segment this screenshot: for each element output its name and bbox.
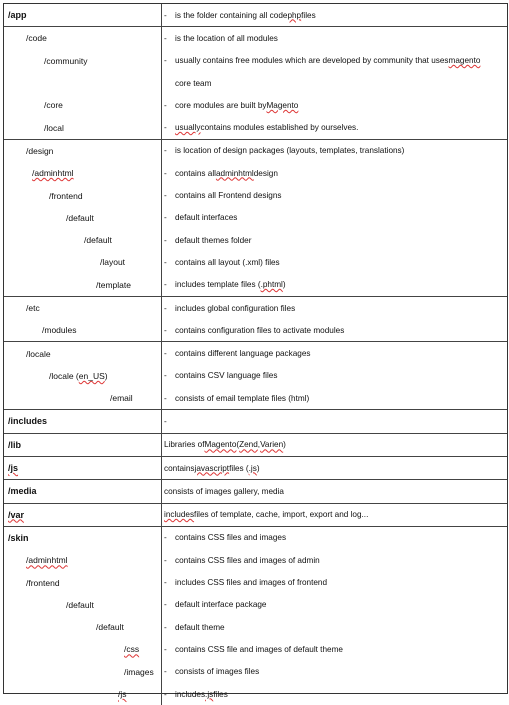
folder-description bbox=[164, 94, 505, 116]
table-row bbox=[4, 638, 507, 660]
folder-description bbox=[164, 342, 505, 364]
description-text: contains all Frontend designs bbox=[175, 191, 282, 201]
bullet-dash: - bbox=[164, 349, 167, 359]
bullet-dash: - bbox=[164, 257, 167, 267]
folder-path-text: /code bbox=[26, 33, 47, 44]
bullet-dash: - bbox=[164, 371, 167, 381]
folder-path-text: /js bbox=[118, 689, 127, 700]
description-text: , bbox=[257, 440, 261, 450]
folder-description bbox=[164, 504, 505, 526]
row-group bbox=[4, 410, 507, 433]
description-text: files bbox=[301, 10, 316, 20]
folder-path-part: ) bbox=[104, 370, 108, 381]
table-row bbox=[4, 480, 507, 502]
folder-path bbox=[8, 504, 24, 526]
description-text: is the folder containing all code bbox=[175, 10, 288, 20]
description-text: magento bbox=[448, 56, 481, 66]
folder-path-text: /var bbox=[8, 509, 25, 520]
folder-path bbox=[49, 184, 83, 206]
folder-description bbox=[164, 229, 505, 251]
folder-description bbox=[164, 549, 505, 571]
folder-path bbox=[100, 251, 125, 273]
description-text: .js bbox=[205, 689, 214, 699]
description-text: contains configuration files to activate modules bbox=[175, 325, 345, 335]
folder-path bbox=[26, 27, 47, 49]
table-row bbox=[4, 410, 507, 432]
description-text: consists of images gallery, media bbox=[164, 486, 284, 496]
description-text: default interfaces bbox=[175, 213, 238, 223]
description-text: Magento bbox=[204, 440, 237, 450]
description-text: adminhtml bbox=[215, 168, 254, 178]
folder-description bbox=[164, 387, 505, 409]
description-text: contains different language packages bbox=[175, 349, 311, 359]
description-text: ) bbox=[282, 280, 286, 290]
table-row bbox=[4, 140, 507, 162]
folder-path-text: /includes bbox=[8, 416, 48, 427]
description-text: default theme bbox=[175, 622, 225, 632]
folder-path bbox=[96, 616, 124, 638]
folder-description bbox=[164, 274, 505, 296]
description-text: includes CSS files and images of frontend bbox=[175, 578, 328, 588]
folder-description bbox=[164, 571, 505, 593]
description-text: .phtml bbox=[260, 280, 283, 290]
description-text: usually bbox=[175, 123, 201, 133]
folder-path-text: /modules bbox=[42, 325, 77, 336]
table-row bbox=[4, 297, 507, 319]
folder-description bbox=[164, 480, 505, 502]
folder-description bbox=[164, 297, 505, 319]
folder-description bbox=[164, 365, 505, 387]
folder-description bbox=[164, 661, 505, 683]
description-text: files ( bbox=[229, 463, 249, 473]
bullet-dash: - bbox=[164, 168, 167, 178]
folder-path-text: /frontend bbox=[26, 577, 60, 588]
folder-description bbox=[164, 251, 505, 273]
folder-description bbox=[164, 434, 505, 456]
folder-path-text: /adminhtml bbox=[32, 168, 74, 179]
table-row bbox=[4, 365, 507, 387]
table-row bbox=[4, 274, 507, 296]
folder-path bbox=[44, 116, 64, 138]
folder-path bbox=[26, 549, 68, 571]
folder-path bbox=[26, 342, 51, 364]
table-row bbox=[4, 4, 507, 26]
folder-description bbox=[164, 27, 505, 49]
table-row bbox=[4, 116, 507, 138]
bullet-dash: - bbox=[164, 56, 167, 66]
folder-path bbox=[44, 50, 87, 72]
description-text: .js bbox=[248, 463, 257, 473]
folder-description bbox=[164, 72, 505, 94]
description-text: usually contains free modules which are developed by community that uses bbox=[175, 56, 449, 66]
table-row bbox=[4, 229, 507, 251]
folder-path-text: /default bbox=[66, 212, 94, 223]
description-text: contains CSS file and images of default theme bbox=[175, 644, 343, 654]
folder-path bbox=[44, 94, 63, 116]
table-row bbox=[4, 319, 507, 341]
bullet-dash: - bbox=[164, 393, 167, 403]
description-text: design bbox=[253, 168, 278, 178]
folder-path bbox=[26, 297, 40, 319]
row-group bbox=[4, 504, 507, 527]
folder-path-text: /media bbox=[8, 486, 37, 497]
description-text: includes template files ( bbox=[175, 280, 261, 290]
folder-path bbox=[8, 4, 27, 26]
folder-description bbox=[164, 527, 505, 549]
folder-description bbox=[164, 410, 505, 432]
row-group bbox=[4, 27, 507, 139]
table-row bbox=[4, 72, 507, 94]
row-group bbox=[4, 480, 507, 503]
bullet-dash: - bbox=[164, 235, 167, 245]
description-text: contains CSS files and images bbox=[175, 533, 287, 543]
table-row bbox=[4, 594, 507, 616]
description-text: ) bbox=[283, 440, 286, 450]
bullet-dash: - bbox=[164, 416, 167, 426]
bullet-dash: - bbox=[164, 622, 167, 632]
folder-path bbox=[8, 457, 18, 479]
folder-description bbox=[164, 319, 505, 341]
bullet-dash: - bbox=[164, 146, 167, 156]
folder-path-text: /frontend bbox=[49, 190, 83, 201]
bullet-dash: - bbox=[164, 689, 167, 699]
table-row bbox=[4, 184, 507, 206]
folder-path-text: /template bbox=[96, 279, 131, 290]
description-text: contains modules established by ourselves. bbox=[200, 123, 359, 133]
folder-description bbox=[164, 594, 505, 616]
folder-description bbox=[164, 4, 505, 26]
row-group bbox=[4, 297, 507, 343]
description-text: default themes folder bbox=[175, 235, 252, 245]
folder-path-text: /app bbox=[8, 10, 27, 21]
table-row bbox=[4, 50, 507, 72]
folder-path bbox=[32, 162, 74, 184]
row-group bbox=[4, 527, 507, 705]
table-row bbox=[4, 94, 507, 116]
description-text: is location of design packages (layouts, templates, translations) bbox=[175, 146, 405, 156]
bullet-dash: - bbox=[164, 578, 167, 588]
description-text: files of template, cache, import, export and log... bbox=[194, 510, 369, 520]
bullet-dash: - bbox=[164, 123, 167, 133]
description-text: Magento bbox=[266, 100, 299, 110]
folder-description bbox=[164, 207, 505, 229]
description-text: ( bbox=[236, 440, 240, 450]
folder-path bbox=[110, 387, 133, 409]
description-text: contains bbox=[164, 463, 195, 473]
folder-path-text: /design bbox=[26, 145, 54, 156]
description-text: consists of email template files (html) bbox=[175, 393, 310, 403]
bullet-dash: - bbox=[164, 213, 167, 223]
table-row bbox=[4, 504, 507, 526]
folder-path-text: /local bbox=[44, 122, 64, 133]
row-group bbox=[4, 4, 507, 27]
folder-path bbox=[42, 319, 77, 341]
description-text: consists of images files bbox=[175, 667, 260, 677]
description-text: Libraries of bbox=[164, 440, 205, 450]
description-text: core team bbox=[175, 78, 212, 88]
folder-path bbox=[26, 140, 53, 162]
folder-path-text: /layout bbox=[100, 257, 126, 268]
folder-path bbox=[66, 207, 94, 229]
table-row bbox=[4, 571, 507, 593]
table-row bbox=[4, 342, 507, 364]
description-text: files bbox=[213, 689, 228, 699]
bullet-dash: - bbox=[164, 325, 167, 335]
row-group bbox=[4, 342, 507, 410]
bullet-dash: - bbox=[164, 303, 167, 313]
folder-description bbox=[164, 50, 505, 72]
row-group bbox=[4, 434, 507, 457]
table-row bbox=[4, 207, 507, 229]
table-row bbox=[4, 434, 507, 456]
description-text: Varien bbox=[260, 440, 284, 450]
folder-path-text: /js bbox=[8, 463, 19, 474]
folder-description bbox=[164, 616, 505, 638]
magento-directory-table bbox=[3, 3, 508, 700]
folder-description bbox=[164, 140, 505, 162]
folder-path bbox=[8, 480, 37, 502]
description-text: is the location of all modules bbox=[175, 33, 278, 43]
folder-path-text: /locale bbox=[26, 348, 51, 359]
bullet-dash: - bbox=[164, 191, 167, 201]
folder-path-text: /core bbox=[44, 100, 63, 111]
description-text: contains CSS files and images of admin bbox=[175, 555, 320, 565]
description-text: core modules are built by bbox=[175, 100, 267, 110]
folder-path-text: /css bbox=[124, 644, 140, 655]
description-text: Zend bbox=[239, 440, 258, 450]
folder-path-text: /lib bbox=[8, 439, 21, 450]
bullet-dash: - bbox=[164, 644, 167, 654]
table-row bbox=[4, 661, 507, 683]
folder-description bbox=[164, 457, 505, 479]
table-row bbox=[4, 162, 507, 184]
folder-description bbox=[164, 638, 505, 660]
folder-path-text: /images bbox=[124, 666, 154, 677]
folder-path bbox=[66, 594, 94, 616]
description-text: javascript bbox=[194, 463, 230, 473]
table-row bbox=[4, 387, 507, 409]
table-row bbox=[4, 549, 507, 571]
bullet-dash: - bbox=[164, 280, 167, 290]
folder-path-text: /default bbox=[66, 599, 94, 610]
bullet-dash: - bbox=[164, 555, 167, 565]
folder-path bbox=[96, 274, 131, 296]
folder-path bbox=[26, 571, 60, 593]
description-text: ) bbox=[256, 463, 260, 473]
table-row bbox=[4, 527, 507, 549]
bullet-dash: - bbox=[164, 667, 167, 677]
description-text: contains all layout (.xml) files bbox=[175, 257, 280, 267]
folder-path bbox=[8, 527, 29, 549]
folder-path-text: /default bbox=[84, 235, 112, 246]
folder-path-text: /skin bbox=[8, 532, 29, 543]
table-row bbox=[4, 616, 507, 638]
description-text: includes bbox=[164, 510, 195, 520]
table-row bbox=[4, 251, 507, 273]
description-text: includes bbox=[175, 689, 206, 699]
bullet-dash: - bbox=[164, 533, 167, 543]
folder-description bbox=[164, 116, 505, 138]
folder-path bbox=[84, 229, 112, 251]
description-text: contains all bbox=[175, 168, 216, 178]
bullet-dash: - bbox=[164, 10, 167, 20]
bullet-dash: - bbox=[164, 33, 167, 43]
table-row bbox=[4, 457, 507, 479]
row-group bbox=[4, 457, 507, 480]
folder-description bbox=[164, 184, 505, 206]
folder-path-text: /email bbox=[110, 393, 133, 404]
folder-path-text: /community bbox=[44, 55, 88, 66]
folder-path-text: /adminhtml bbox=[26, 555, 68, 566]
description-text: default interface package bbox=[175, 600, 267, 610]
folder-path-text: /etc bbox=[26, 303, 40, 313]
folder-path bbox=[124, 661, 154, 683]
row-group bbox=[4, 140, 507, 297]
table-row bbox=[4, 27, 507, 49]
folder-path-part: en_US bbox=[78, 370, 105, 381]
folder-path-text: /default bbox=[96, 622, 124, 633]
bullet-dash: - bbox=[164, 100, 167, 110]
description-text: includes global configuration files bbox=[175, 303, 296, 313]
description-text: contains CSV language files bbox=[175, 371, 278, 381]
folder-path bbox=[124, 638, 139, 660]
folder-path bbox=[8, 434, 21, 456]
folder-description bbox=[164, 162, 505, 184]
description-text: php bbox=[287, 10, 302, 20]
folder-path-part: /locale ( bbox=[49, 370, 79, 381]
folder-path bbox=[49, 365, 108, 387]
bullet-dash: - bbox=[164, 600, 167, 610]
folder-path bbox=[8, 410, 47, 432]
